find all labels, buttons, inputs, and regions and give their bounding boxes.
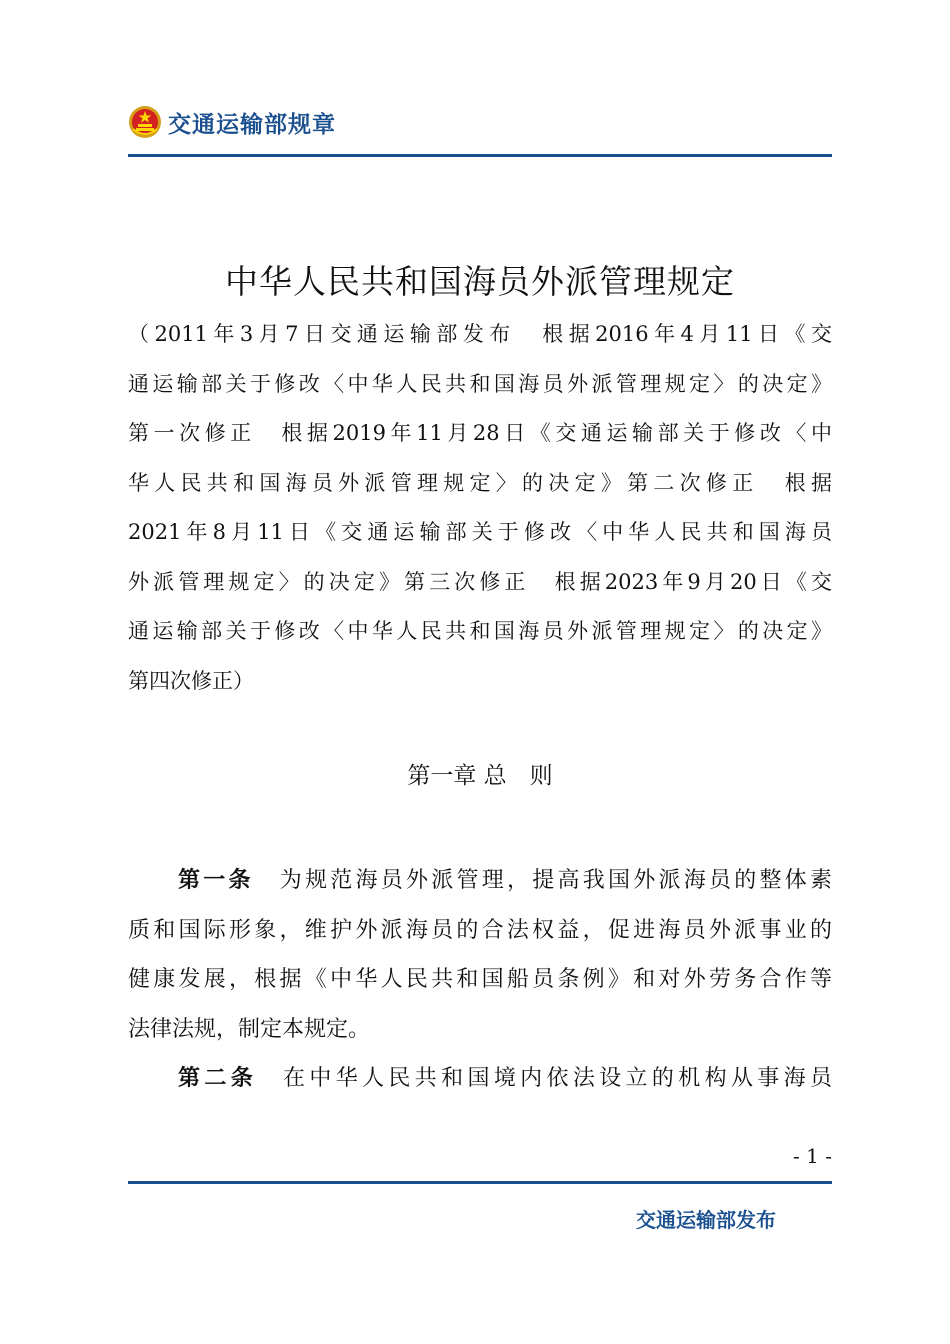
- chapter-heading: 第一章 总 则: [407, 763, 553, 789]
- article-2: [128, 1054, 832, 1104]
- article-text: 为规范海员外派管理，提高我国外派海员的整体素: [279, 868, 832, 893]
- amendment-line: 2021年8月11日《交通运输部关于修改〈中华人民共和国海员: [128, 520, 832, 544]
- amendment-line: 通运输部关于修改〈中华人民共和国海员外派管理规定〉的决定》: [128, 371, 832, 396]
- footer-divider: [128, 1181, 832, 1184]
- article-label: 第一条: [178, 868, 254, 893]
- amendment-line: 第四次修正）: [128, 668, 254, 693]
- amendment-line: （2011年3月7日交通运输部发布 根据2016年4月11日《交: [128, 322, 832, 346]
- national-emblem-icon: [128, 105, 162, 139]
- article-line: [128, 856, 832, 906]
- page-header: [128, 100, 336, 144]
- header-title: 交通运输部规章: [168, 111, 336, 138]
- article-1: [128, 856, 832, 1054]
- amendment-note: [128, 310, 832, 706]
- amendment-line: 通运输部关于修改〈中华人民共和国海员外派管理规定〉的决定》: [128, 619, 832, 643]
- article-line: 健康发展，根据《中华人民共和国船员条例》和对外劳务合作等: [128, 967, 832, 992]
- article-line: 法律法规，制定本规定。: [128, 1016, 371, 1042]
- document-title: 中华人民共和国海员外派管理规定: [225, 262, 735, 301]
- amendment-line: 第一次修正 根据2019年11月28日《交通运输部关于修改〈中: [128, 421, 832, 445]
- article-line: [128, 1054, 832, 1104]
- article-line: 质和国际形象，维护外派海员的合法权益，促进海员外派事业的: [128, 917, 832, 943]
- footer-publisher: 交通运输部发布: [636, 1208, 776, 1232]
- page-number: - 1 -: [793, 1144, 832, 1168]
- header-divider: [128, 154, 832, 157]
- amendment-line: 外派管理规定〉的决定》第三次修正 根据2023年9月20日《交: [128, 569, 832, 594]
- amendment-line: 华人民共和国海员外派管理规定〉的决定》第二次修正 根据: [128, 470, 832, 495]
- article-label: 第二条: [178, 1066, 258, 1091]
- article-text: 在中华人民共和国境内依法设立的机构从事海员: [283, 1066, 832, 1091]
